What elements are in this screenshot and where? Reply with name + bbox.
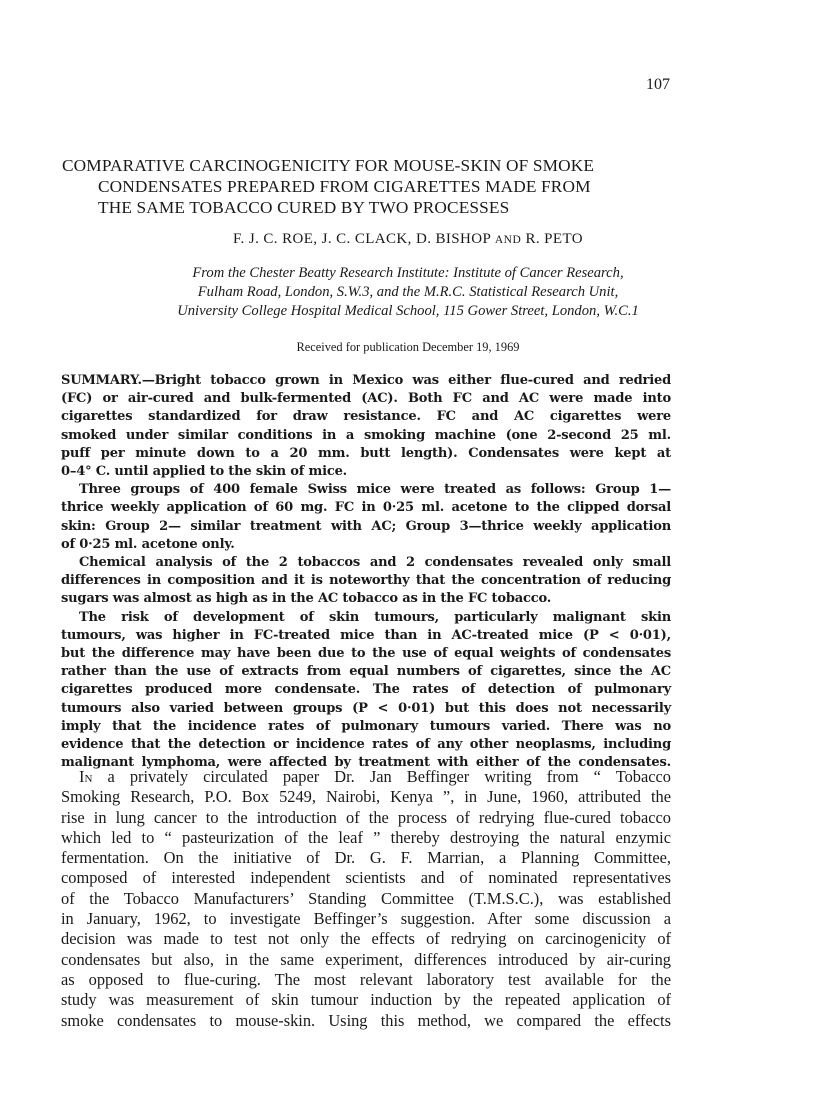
summary-line: differences in composition and it is noteworthy that the concentration of reducing — [61, 573, 671, 589]
body-line — [61, 767, 671, 787]
summary-line: skin: Group 2— similar treatment with AC; Group 3—thrice weekly application — [61, 518, 671, 534]
body-line: in January, 1962, to investigate Beffinger’s suggestion. After some discussion a — [61, 909, 671, 929]
summary-line: The risk of development of skin tumours, particularly malignant skin — [79, 609, 671, 625]
authors-and: AND — [494, 234, 522, 246]
body-line: fermentation. On the initiative of Dr. G. F. Marrian, a Planning Committee, — [61, 848, 671, 868]
summary-line: tumours, was higher in FC-treated mice than in AC-treated mice (P < 0·01), — [61, 627, 671, 643]
article-title — [62, 155, 692, 218]
summary-line: evidence that the detection or incidence rates of any other neoplasms, including — [61, 737, 671, 753]
body-line: composed of interested independent scientists and of nominated representatives — [61, 868, 671, 888]
summary-line: (FC) or air-cured and bulk-fermented (AC). Both FC and AC were made into — [61, 391, 671, 407]
summary-line: of 0·25 ml. acetone only. — [61, 536, 235, 552]
authors — [0, 231, 816, 248]
affiliation — [0, 264, 816, 321]
summary-line: rather than the use of extracts from equal numbers of cigarettes, since the AC — [61, 664, 671, 680]
summary-line: Three groups of 400 female Swiss mice were treated as follows: Group 1— — [79, 482, 671, 498]
summary-line: cigarettes produced more condensate. The rates of detection of pulmonary — [61, 682, 671, 698]
affiliation-line: From the Chester Beatty Research Institute: Institute of Cancer Research, — [192, 265, 624, 281]
body-line: decision was made to test not only the effects of redrying on carcinogenicity of — [61, 929, 671, 949]
page-number: 107 — [646, 76, 670, 93]
received-date: Received for publication December 19, 1969 — [296, 340, 520, 354]
summary-line: puff per minute down to a 20 mm. butt length). Condensates were kept at — [61, 445, 671, 461]
summary-line: cigarettes standardized for draw resistance. FC and AC cigarettes were — [61, 409, 671, 425]
title-line: COMPARATIVE CARCINOGENICITY FOR MOUSE-SKIN OF SMOKE — [62, 156, 595, 175]
title-line: CONDENSATES PREPARED FROM CIGARETTES MADE FROM — [98, 177, 591, 196]
summary-line: malignant lymphoma, were affected by treatment with either of the condensates. — [61, 755, 671, 771]
title-line: THE SAME TOBACCO CURED BY TWO PROCESSES — [98, 198, 510, 217]
body-line: Smoking Research, P.O. Box 5249, Nairobi, Kenya ”, in June, 1960, attributed the — [61, 787, 671, 807]
summary-line: smoked under similar conditions in a smoking machine (one 2-second 25 ml. — [61, 427, 671, 443]
body-line: study was measurement of skin tumour induction by the repeated application of — [61, 990, 671, 1010]
body-line: of the Tobacco Manufacturers’ Standing Committee (T.M.S.C.), was established — [61, 888, 671, 908]
summary-line: thrice weekly application of 60 mg. FC in 0·25 ml. acetone to the clipped dorsal — [61, 500, 671, 516]
body-text — [61, 767, 671, 1031]
summary-line: tumours also varied between groups (P < 0·01) but this does not necessarily — [61, 700, 671, 716]
affiliation-line: University College Hospital Medical School, 115 Gower Street, London, W.C.1 — [177, 303, 639, 319]
summary-line: Chemical analysis of the 2 tobaccos and 2 condensates revealed only small — [79, 555, 671, 571]
summary-line: SUMMARY.—Bright tobacco grown in Mexico was either flue-cured and redried — [61, 373, 671, 388]
body-line: condensates but also, in the same experiment, differences introduced by air-curing — [61, 949, 671, 969]
summary-line: 0–4° C. until applied to the skin of mice. — [61, 464, 348, 480]
body-line: smoke condensates to mouse-skin. Using this method, we compared the effects — [61, 1010, 671, 1030]
body-first-word: In — [79, 767, 93, 786]
body-line: as opposed to flue-curing. The most relevant laboratory test available for the — [61, 969, 671, 989]
body-line: which led to “ pasteurization of the leaf ” thereby destroying the natural enzymic — [61, 827, 671, 847]
body-line-text: a privately circulated paper Dr. Jan Beffinger writing from “ Tobacco — [92, 767, 671, 786]
summary — [61, 372, 671, 772]
authors-part1: F. J. C. ROE, J. C. CLACK, D. BISHOP — [233, 231, 491, 247]
summary-line: imply that the incidence rates of pulmonary tumours varied. There was no — [61, 718, 671, 734]
affiliation-line: Fulham Road, London, S.W.3, and the M.R.C. Statistical Research Unit, — [197, 284, 619, 300]
summary-line: but the difference may have been due to the use of equal weights of condensates — [61, 646, 671, 662]
authors-part2: R. PETO — [525, 231, 583, 247]
body-line: rise in lung cancer to the introduction of the process of redrying flue-cured tobacco — [61, 807, 671, 827]
summary-line: sugars was almost as high as in the AC tobacco as in the FC tobacco. — [61, 591, 552, 607]
